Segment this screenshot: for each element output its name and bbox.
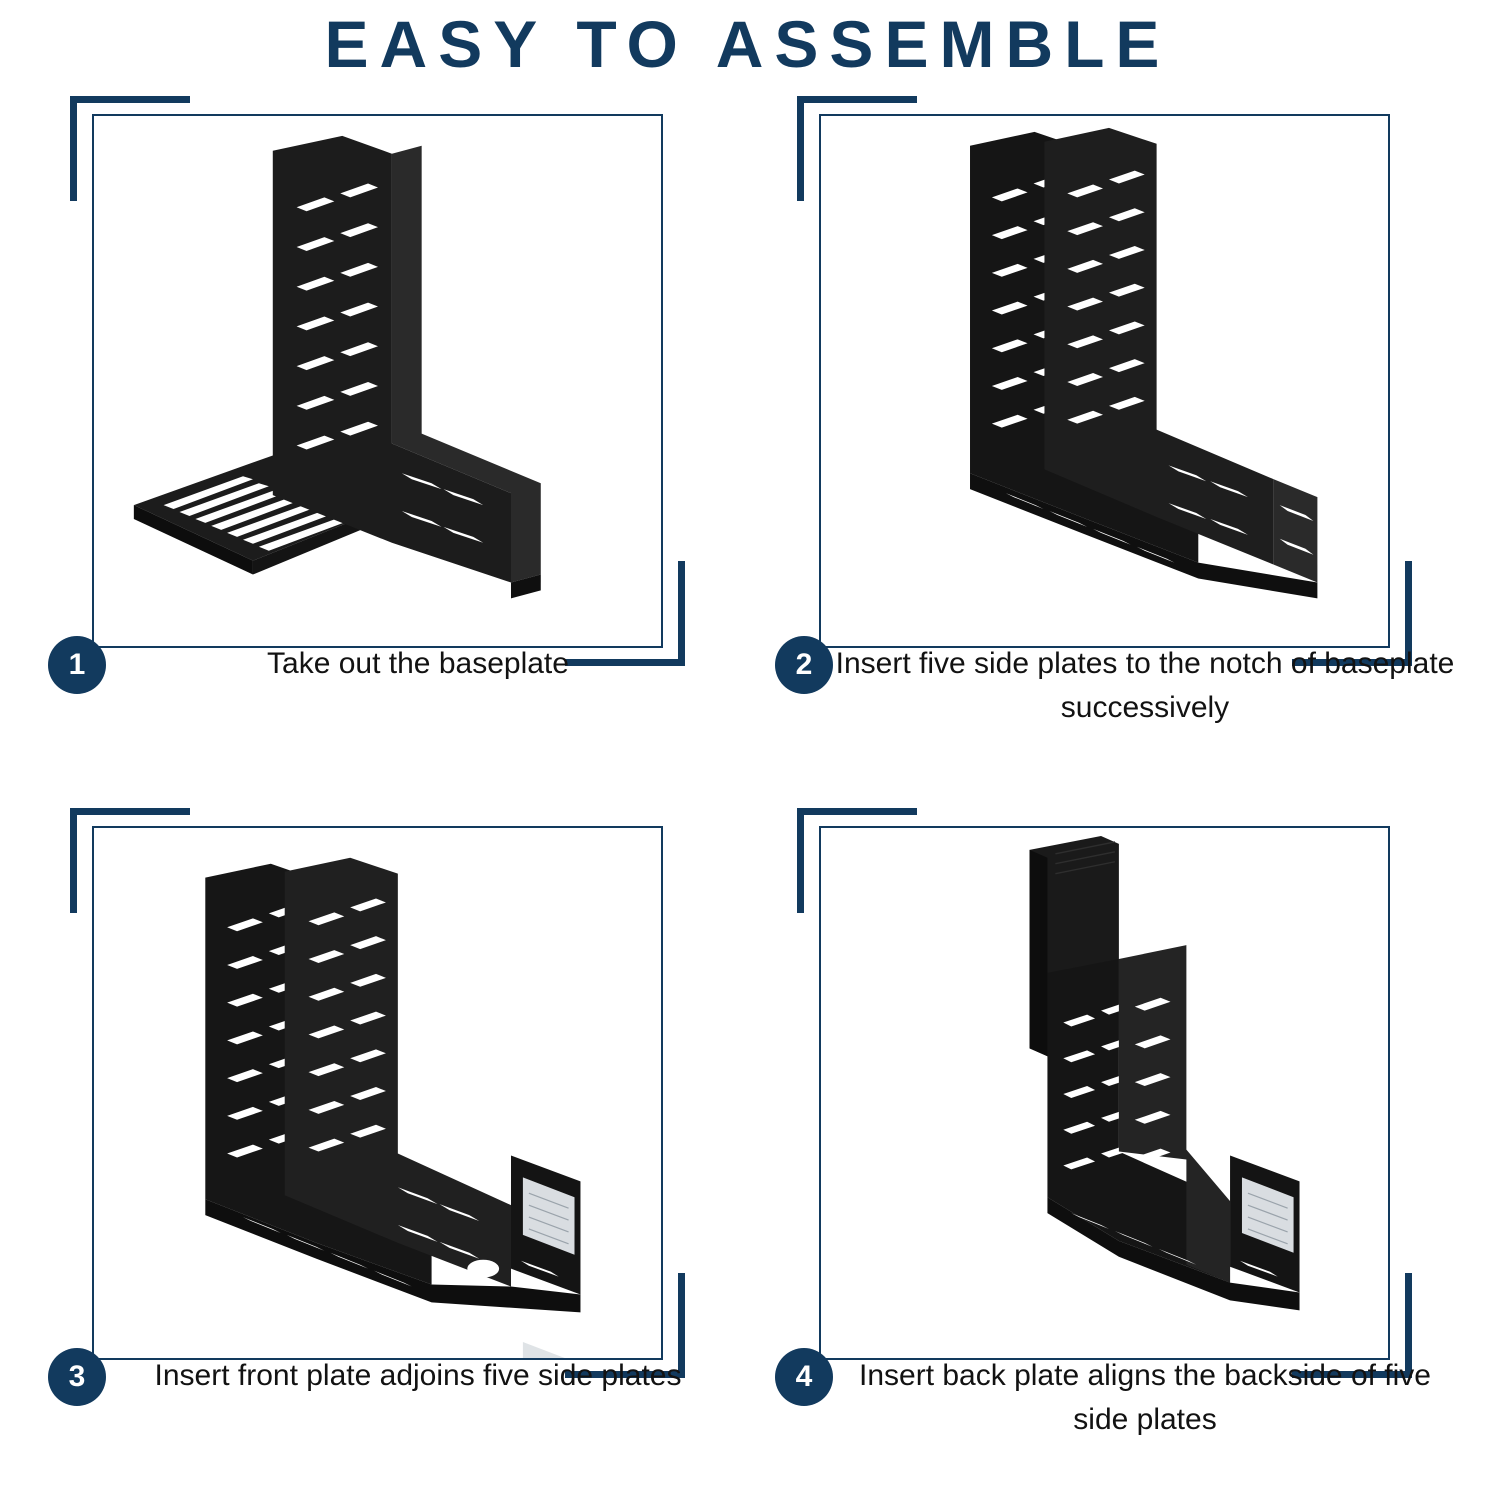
step-3-image [92, 826, 663, 1360]
step-caption-1: Take out the baseplate [267, 647, 569, 680]
step-1-image [92, 114, 663, 648]
step-number-badge-3: 3 [48, 1348, 106, 1406]
steps-grid [0, 96, 1495, 1496]
step-card-4 [775, 808, 1475, 1508]
step-number-badge-1: 1 [48, 636, 106, 694]
step-4-image [819, 826, 1390, 1360]
step-card-3 [48, 808, 748, 1508]
illustration-step-4 [821, 828, 1388, 1358]
step-1-frame [70, 96, 685, 666]
step-caption-4: Insert back plate aligns the backside of five side plates [859, 1359, 1431, 1436]
illustration-step-1 [94, 116, 661, 646]
step-2-image [819, 114, 1390, 648]
step-card-1 [48, 96, 748, 796]
step-card-2 [775, 96, 1475, 796]
step-number-badge-2: 2 [775, 636, 833, 694]
illustration-step-3 [94, 828, 661, 1358]
page-title: EASY TO ASSEMBLE [324, 7, 1171, 81]
step-number-badge-4: 4 [775, 1348, 833, 1406]
step-4-frame [797, 808, 1412, 1378]
step-3-frame [70, 808, 685, 1378]
step-2-frame [797, 96, 1412, 666]
step-caption-3: Insert front plate adjoins five side plates [154, 1359, 682, 1392]
step-caption-2: Insert five side plates to the notch of baseplate successively [835, 647, 1455, 724]
illustration-step-2 [821, 116, 1388, 646]
